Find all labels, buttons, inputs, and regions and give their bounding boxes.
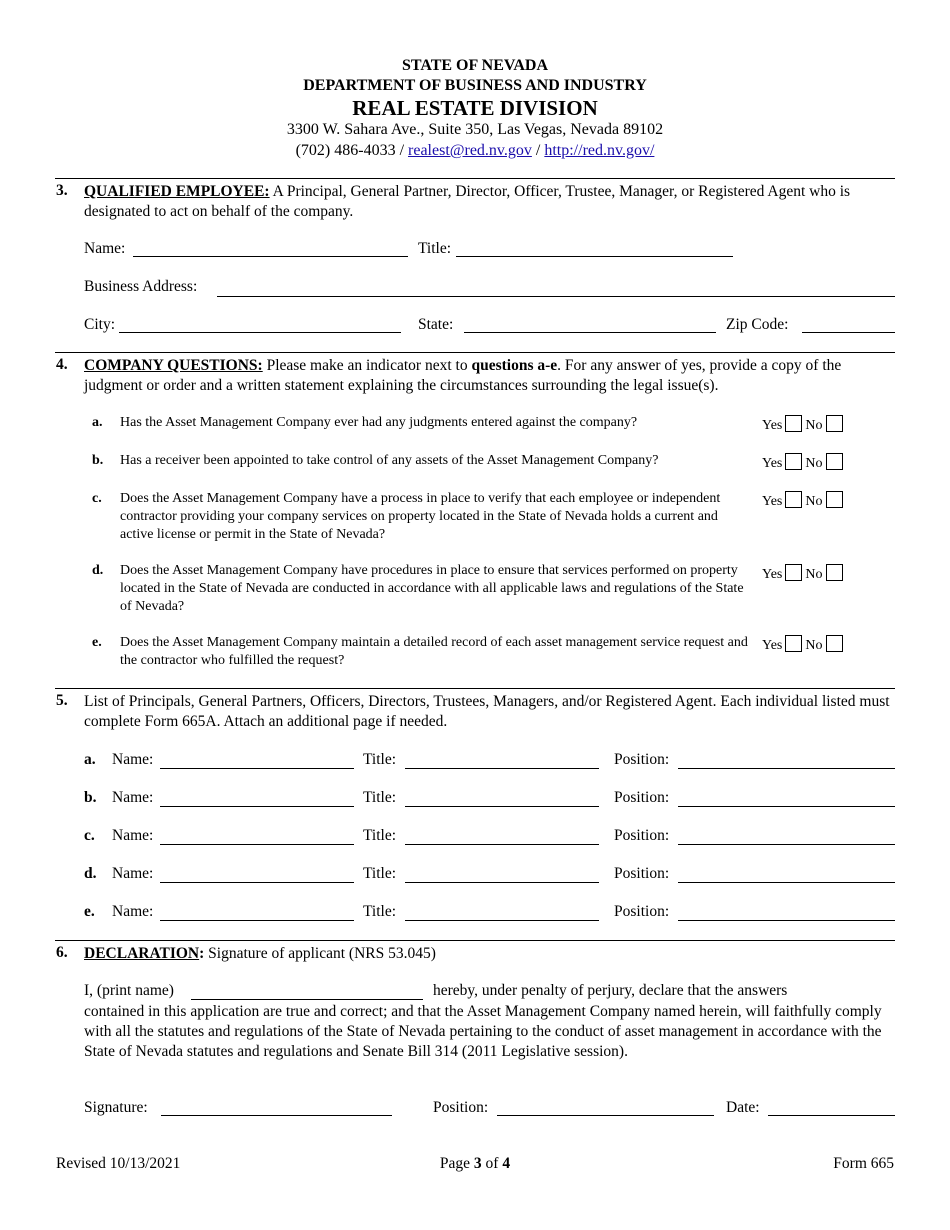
principal-position-label: Position: — [614, 789, 670, 806]
principal-position-field[interactable] — [678, 806, 895, 807]
question-a-answer — [762, 415, 846, 434]
question-text: Has a receiver been appointed to take control of any assets of the Asset Management Company? — [120, 453, 659, 468]
no-label: No — [805, 567, 823, 582]
footer-form-number: Form 665 — [833, 1155, 894, 1172]
business-address-field[interactable] — [217, 296, 895, 297]
yes-checkbox[interactable] — [785, 453, 802, 470]
principal-row-letter: a. — [84, 751, 96, 768]
principal-row-letter: e. — [84, 903, 95, 920]
section-6-number: 6. — [56, 944, 68, 961]
principal-title-field[interactable] — [405, 844, 599, 845]
city-label: City: — [84, 316, 116, 333]
no-checkbox[interactable] — [826, 635, 843, 652]
header-address: 3300 W. Sahara Ave., Suite 350, Las Vegas, Nevada 89102 — [286, 121, 664, 138]
page-current: 3 — [473, 1155, 482, 1172]
yes-label: Yes — [762, 567, 783, 582]
question-letter: a. — [92, 415, 103, 430]
declaration-body: contained in this application are true and correct; and that the Asset Management Company named herein, will faithfully comply with all the statutes and regulations of the State of Nevada pertaining to the conduct of asset management in accordance with the State of Nevada statutes and regulations and Senate Bill 314 (2011 Legislative session). — [84, 1003, 882, 1060]
principal-title-label: Title: — [363, 789, 397, 806]
page-prefix: Page — [439, 1155, 474, 1172]
divider — [55, 178, 895, 179]
section-4-number: 4. — [56, 356, 68, 373]
principal-name-label: Name: — [112, 865, 154, 882]
no-label: No — [805, 418, 823, 433]
section-4-text: . For any answer of yes, provide a copy of the judgment or order and a written statement explaining the circumstances surrounding the legal issue(s). — [84, 357, 842, 394]
declaration-line-1: hereby, under penalty of perjury, declare that the answers — [433, 982, 788, 999]
principal-title-field[interactable] — [405, 920, 599, 921]
question-c-answer — [762, 491, 846, 510]
zip-code-label: Zip Code: — [726, 316, 789, 333]
question-text: Does the Asset Management Company maintain a detailed record of each asset management service request and the contractor who fulfilled the request? — [120, 635, 748, 668]
section-3-text: A Principal, General Partner, Director, Officer, Trustee, Manager, or Registered Agent who is designated to act on behalf of the company. — [84, 183, 851, 220]
footer-page-number — [0, 1155, 950, 1173]
business-address-label: Business Address: — [84, 278, 198, 295]
yes-checkbox[interactable] — [785, 491, 802, 508]
yes-label: Yes — [762, 638, 783, 653]
section-6-subtitle: Signature of applicant (NRS 53.045) — [204, 945, 436, 962]
yes-checkbox[interactable] — [785, 564, 802, 581]
principal-title-field[interactable] — [405, 806, 599, 807]
qualified-name-field[interactable] — [133, 256, 408, 257]
principal-row-letter: c. — [84, 827, 95, 844]
header-phone: (702) 486-4033 — [295, 142, 396, 159]
no-label: No — [805, 456, 823, 471]
print-name-field[interactable] — [191, 999, 423, 1000]
date-label: Date: — [726, 1099, 760, 1116]
declaration-position-field[interactable] — [497, 1115, 714, 1116]
section-4-text: Please make an indicator next to — [262, 357, 472, 374]
qualified-title-field[interactable] — [456, 256, 733, 257]
principal-name-label: Name: — [112, 751, 154, 768]
section-4-title: COMPANY QUESTIONS: — [84, 357, 263, 374]
principal-title-label: Title: — [363, 751, 397, 768]
footer-revised: Revised 10/13/2021 — [56, 1155, 181, 1172]
no-checkbox[interactable] — [826, 415, 843, 432]
principal-position-field[interactable] — [678, 844, 895, 845]
yes-checkbox[interactable] — [785, 415, 802, 432]
yes-label: Yes — [762, 456, 783, 471]
header-contact — [0, 142, 950, 160]
principal-position-label: Position: — [614, 827, 670, 844]
page-of: of — [481, 1155, 503, 1172]
signature-label: Signature: — [84, 1099, 148, 1116]
section-4-intro — [84, 356, 896, 396]
principal-name-field[interactable] — [160, 882, 354, 883]
question-letter: c. — [92, 491, 102, 506]
question-text: Does the Asset Management Company have procedures in place to ensure that services performed on property located in the State of Nevada are conducted in accordance with all applicable laws and regulations of the State of Nevada? — [120, 563, 744, 614]
principal-title-label: Title: — [363, 903, 397, 920]
page-total: 4 — [502, 1155, 511, 1172]
principal-title-label: Title: — [363, 827, 397, 844]
divider — [55, 940, 895, 941]
question-letter: e. — [92, 635, 102, 650]
section-6-colon: : — [199, 945, 205, 962]
principal-name-label: Name: — [112, 903, 154, 920]
section-4-text-bold: questions a-e — [471, 357, 558, 374]
header-department: DEPARTMENT OF BUSINESS AND INDUSTRY — [303, 77, 647, 94]
qualified-title-label: Title: — [418, 240, 452, 257]
principal-name-field[interactable] — [160, 768, 354, 769]
date-field[interactable] — [768, 1115, 895, 1116]
principal-title-field[interactable] — [405, 882, 599, 883]
section-3-title: QUALIFIED EMPLOYEE: — [84, 183, 270, 200]
section-5-intro: List of Principals, General Partners, Officers, Directors, Trustees, Managers, and/or Registered Agent. Each individual listed must complete Form 665A. Attach an additional page if needed. — [84, 693, 890, 730]
principal-position-field[interactable] — [678, 882, 895, 883]
principal-row-letter: b. — [84, 789, 97, 806]
yes-label: Yes — [762, 418, 783, 433]
principal-position-field[interactable] — [678, 768, 895, 769]
yes-label: Yes — [762, 494, 783, 509]
principal-name-field[interactable] — [160, 844, 354, 845]
question-d-answer — [762, 564, 846, 583]
header-separator: / — [395, 142, 409, 159]
principal-title-field[interactable] — [405, 768, 599, 769]
divider — [55, 352, 895, 353]
no-checkbox[interactable] — [826, 564, 843, 581]
section-6-intro — [84, 944, 896, 964]
no-label: No — [805, 638, 823, 653]
principal-position-label: Position: — [614, 865, 670, 882]
question-text: Does the Asset Management Company have a process in place to verify that each employee or independent contractor providing your company services on property located in the State of Nevada holds a current and active license or permit in the State of Nevada? — [120, 491, 721, 542]
zip-code-field[interactable] — [802, 332, 895, 333]
principal-name-field[interactable] — [160, 920, 354, 921]
no-checkbox[interactable] — [826, 453, 843, 470]
question-text: Has the Asset Management Company ever had any judgments entered against the company? — [120, 415, 638, 430]
principal-position-label: Position: — [614, 903, 670, 920]
email-link[interactable]: realest@red.nv.gov — [408, 142, 532, 159]
header-separator: / — [531, 142, 545, 159]
principal-title-label: Title: — [363, 865, 397, 882]
question-letter: b. — [92, 453, 104, 468]
principal-position-field[interactable] — [678, 920, 895, 921]
section-6-title: DECLARATION — [84, 945, 200, 962]
question-b-answer — [762, 453, 846, 472]
no-label: No — [805, 494, 823, 509]
signature-field[interactable] — [161, 1115, 392, 1116]
question-letter: d. — [92, 563, 104, 578]
header-division: REAL ESTATE DIVISION — [352, 96, 598, 120]
principal-row-letter: d. — [84, 865, 97, 882]
header-state: STATE OF NEVADA — [401, 57, 549, 74]
print-name-label: I, (print name) — [84, 982, 174, 999]
website-link[interactable]: http://red.nv.gov/ — [544, 142, 655, 159]
state-label: State: — [418, 316, 454, 333]
state-field[interactable] — [464, 332, 716, 333]
question-e-answer — [762, 635, 846, 654]
principal-name-label: Name: — [112, 827, 154, 844]
declaration-position-label: Position: — [433, 1099, 489, 1116]
section-5-number: 5. — [56, 692, 68, 709]
principal-name-field[interactable] — [160, 806, 354, 807]
yes-checkbox[interactable] — [785, 635, 802, 652]
divider — [55, 688, 895, 689]
principal-name-label: Name: — [112, 789, 154, 806]
section-3-number: 3. — [56, 182, 68, 199]
principal-position-label: Position: — [614, 751, 670, 768]
no-checkbox[interactable] — [826, 491, 843, 508]
qualified-name-label: Name: — [84, 240, 126, 257]
section-3-intro — [84, 182, 896, 222]
city-field[interactable] — [119, 332, 401, 333]
